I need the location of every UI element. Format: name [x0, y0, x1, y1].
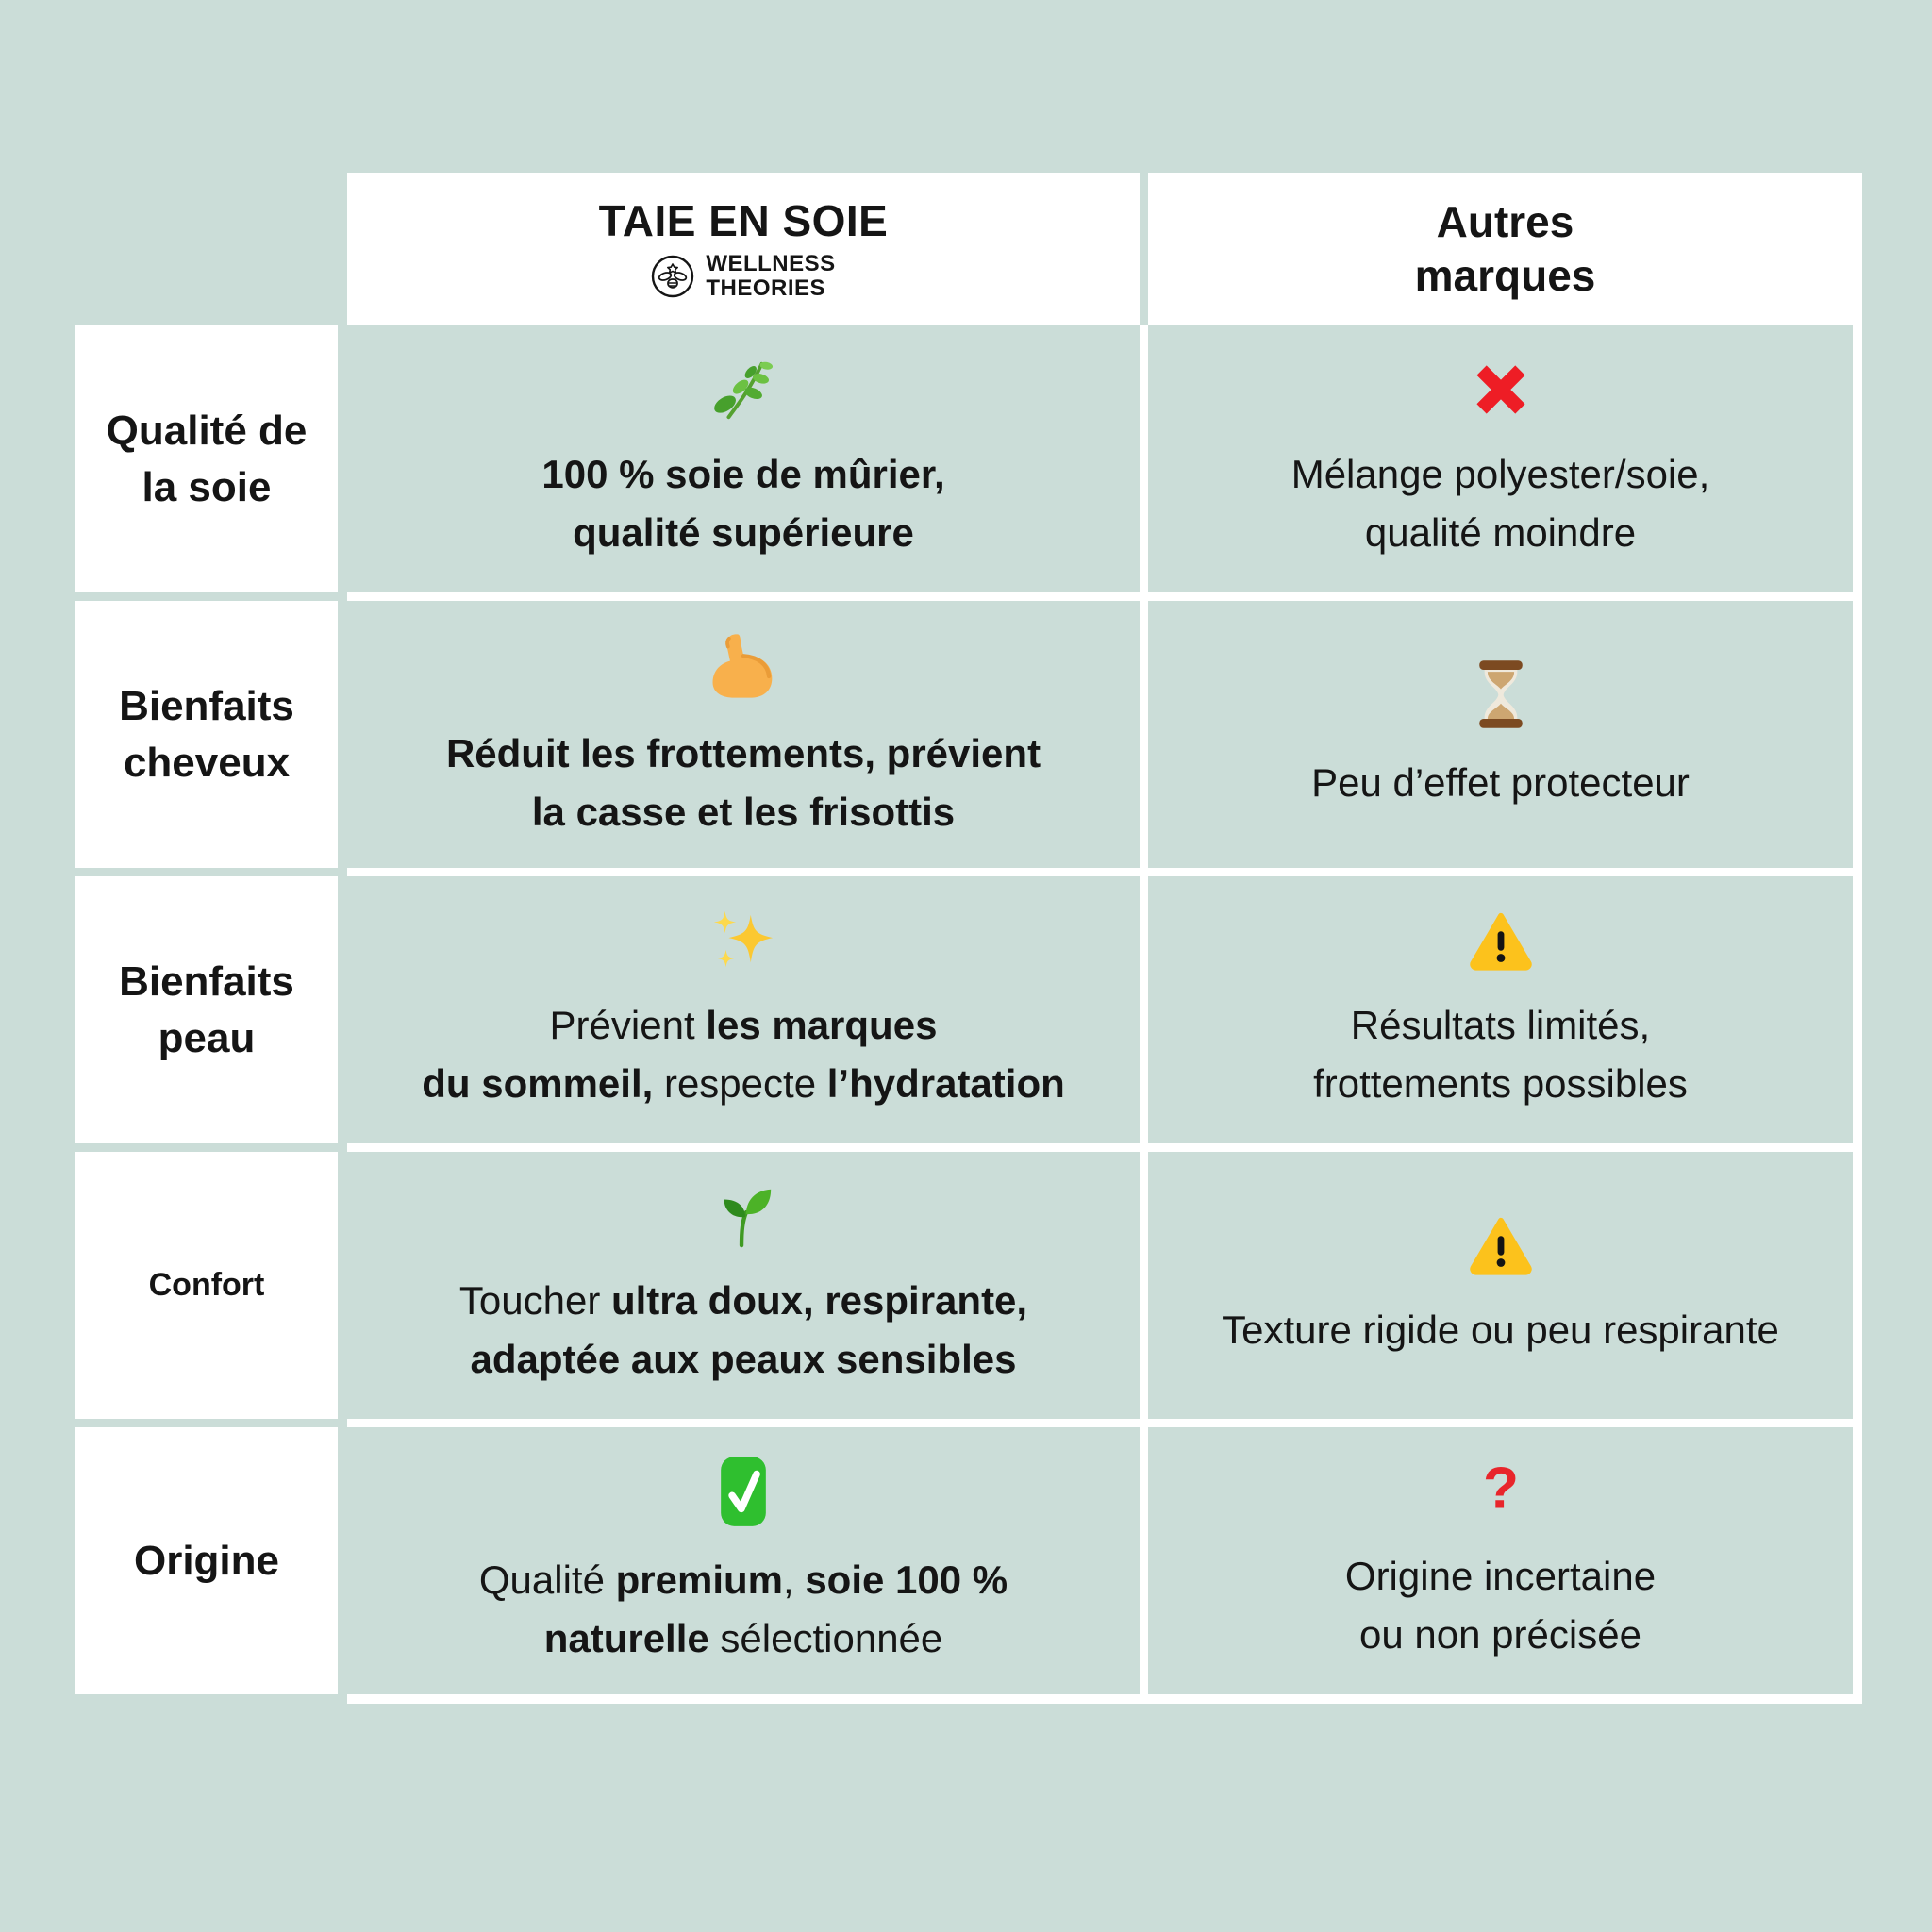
warning-icon — [1468, 1212, 1534, 1278]
herb-icon — [710, 357, 776, 423]
cell-silk-quality-others — [1148, 325, 1853, 592]
cell-text: Peu d’effet protecteur — [1311, 759, 1690, 805]
header-others-column — [1148, 173, 1862, 325]
cell-comfort-others — [1148, 1152, 1853, 1419]
logo-wordmark: WELLNESS THEORIES — [706, 251, 836, 302]
cell-comfort-brand — [347, 1152, 1140, 1419]
row-label-skin-benefits: Bienfaits peau — [75, 876, 338, 1143]
cell-text: Qualité premium, soie 100 % naturelle sélectionnée — [478, 1557, 1008, 1660]
cell-origin-others — [1148, 1427, 1853, 1694]
cross-mark-icon — [1468, 357, 1534, 423]
wellness-theories-logo — [651, 252, 835, 302]
flexed-biceps-icon — [707, 628, 780, 702]
cell-skin-benefits-brand — [347, 876, 1140, 1143]
sparkles-icon — [710, 908, 776, 974]
row-label-silk-quality: Qualité de la soie — [75, 325, 338, 592]
brand-column-title: TAIE EN SOIE — [598, 196, 889, 246]
row-label-origin: Origine — [75, 1427, 338, 1694]
cell-text: Toucher ultra doux, respirante, adaptée aux peaux sensibles — [458, 1277, 1028, 1381]
row-label-column — [75, 325, 338, 1694]
row-label-comfort: Confort — [75, 1152, 338, 1419]
row-label-hair-benefits: Bienfaits cheveux — [75, 601, 338, 868]
cell-silk-quality-brand — [347, 325, 1140, 592]
comparison-table-body — [347, 325, 1862, 1704]
bee-logo-icon — [651, 255, 694, 298]
cell-text: Prévient les marques du sommeil, respecte l’hydratation — [422, 1002, 1065, 1106]
cell-hair-benefits-brand — [347, 601, 1140, 868]
warning-icon — [1468, 908, 1534, 974]
others-column-title: Autres marques — [1414, 196, 1596, 300]
cell-skin-benefits-others — [1148, 876, 1853, 1143]
cell-hair-benefits-others — [1148, 601, 1853, 868]
cell-text: Réduit les frottements, prévient la casse et les frisottis — [445, 730, 1041, 834]
hourglass-icon — [1464, 658, 1538, 731]
cell-origin-brand — [347, 1427, 1140, 1694]
cell-text: 100 % soie de mûrier, qualité supérieure — [541, 451, 945, 555]
seedling-icon — [710, 1183, 776, 1249]
cell-text: Texture rigide ou peu respirante — [1222, 1307, 1779, 1352]
svg-text:?: ? — [1482, 1457, 1519, 1521]
header-brand-column — [347, 173, 1140, 325]
cell-text: Mélange polyester/soie, qualité moindre — [1291, 451, 1710, 555]
check-mark-button-icon — [707, 1455, 780, 1528]
red-question-mark-icon — [1468, 1458, 1534, 1524]
cell-text: Résultats limités, frottements possibles — [1313, 1002, 1688, 1106]
cell-text: Origine incertaine ou non précisée — [1344, 1553, 1657, 1657]
